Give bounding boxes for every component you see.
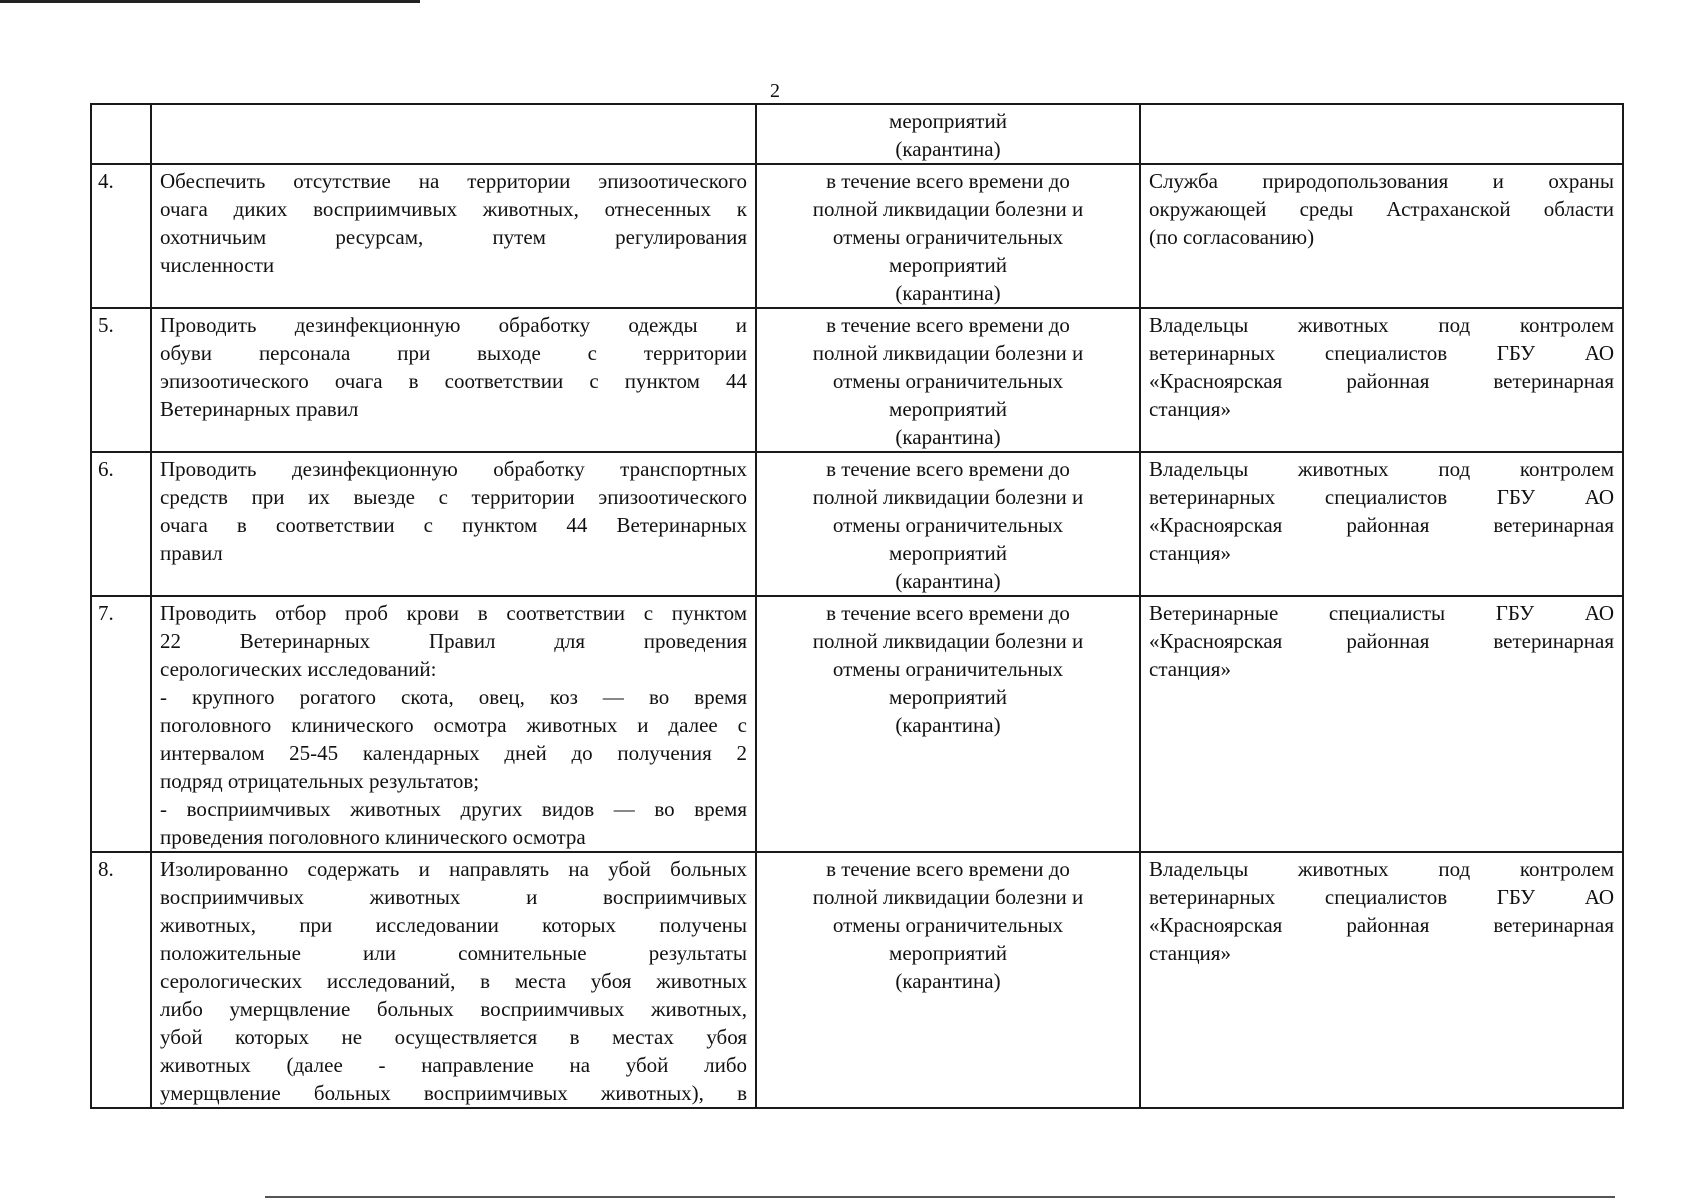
term-line: отмены ограничительных — [832, 369, 1064, 393]
action-cell — [151, 596, 756, 852]
responsible-line: (по согласованию) — [1149, 225, 1315, 249]
action-line: серологических исследований: — [160, 657, 437, 681]
table-row — [91, 596, 1623, 852]
action-line: либо умерщвление больных восприимчивых животных, — [160, 997, 747, 1021]
term-line: в течение всего времени до — [826, 169, 1070, 193]
row-number — [91, 104, 151, 164]
responsible-cell — [1140, 596, 1623, 852]
responsible-cell — [1140, 852, 1623, 1108]
term-cell — [756, 164, 1140, 308]
action-cell — [151, 164, 756, 308]
term-line: отмены ограничительных — [832, 513, 1064, 537]
table-row — [91, 164, 1623, 308]
action-line: Проводить отбор проб крови в соответствии с пунктом — [160, 601, 747, 625]
term-line: полной ликвидации болезни и — [812, 341, 1084, 365]
action-cell — [151, 852, 756, 1108]
responsible-line: «Красноярская районная ветеринарная — [1149, 369, 1614, 393]
responsible-line: Владельцы животных под контролем — [1149, 313, 1614, 337]
term-line: мероприятий — [889, 397, 1007, 421]
row-number: 8. — [91, 852, 151, 1108]
responsible-line: Владельцы животных под контролем — [1149, 457, 1614, 481]
term-cell — [756, 596, 1140, 852]
responsible-line: окружающей среды Астраханской области — [1149, 197, 1614, 221]
term-line: (карантина) — [895, 281, 1001, 305]
action-cell — [151, 452, 756, 596]
responsible-line: «Красноярская районная ветеринарная — [1149, 629, 1614, 653]
responsible-line: «Красноярская районная ветеринарная — [1149, 913, 1614, 937]
term-line: полной ликвидации болезни и — [812, 485, 1084, 509]
term-line: полной ликвидации болезни и — [812, 197, 1084, 221]
term-line: мероприятий — [889, 109, 1007, 133]
action-line: положительные или сомнительные результаты — [160, 941, 747, 965]
term-line: мероприятий — [889, 541, 1007, 565]
scan-artifact-top — [0, 0, 420, 3]
action-line: интервалом 25-45 календарных дней до получения 2 — [160, 741, 747, 765]
responsible-line: Владельцы животных под контролем — [1149, 857, 1614, 881]
action-cell — [151, 104, 756, 164]
term-line: (карантина) — [895, 137, 1001, 161]
responsible-line: Служба природопользования и охраны — [1149, 169, 1614, 193]
responsible-line: «Красноярская районная ветеринарная — [1149, 513, 1614, 537]
action-line: 22 Ветеринарных Правил для проведения — [160, 629, 747, 653]
action-line: очага в соответствии с пунктом 44 Ветеринарных — [160, 513, 747, 537]
term-line: отмены ограничительных — [832, 913, 1064, 937]
term-line: в течение всего времени до — [826, 857, 1070, 881]
responsible-cell — [1140, 104, 1623, 164]
action-line: Проводить дезинфекционную обработку транспортных — [160, 457, 747, 481]
action-line: убой которых не осуществляется в местах убоя — [160, 1025, 747, 1049]
action-line: животных, при исследовании которых получены — [160, 913, 747, 937]
row-number: 6. — [91, 452, 151, 596]
action-line: - восприимчивых животных других видов — во время — [160, 797, 747, 821]
term-line: отмены ограничительных — [832, 657, 1064, 681]
action-line: Ветеринарных правил — [160, 397, 359, 421]
action-line: средств при их выезде с территории эпизоотического — [160, 485, 747, 509]
scan-artifact-bottom — [265, 1196, 1615, 1198]
term-line: мероприятий — [889, 685, 1007, 709]
action-line: Проводить дезинфекционную обработку одежды и — [160, 313, 747, 337]
action-line: численности — [160, 253, 275, 277]
term-line: (карантина) — [895, 569, 1001, 593]
responsible-cell — [1140, 308, 1623, 452]
action-line: животных (далее - направление на убой либо — [160, 1053, 747, 1077]
action-line: охотничьим ресурсам, путем регулирования — [160, 225, 747, 249]
responsible-line: станция» — [1149, 541, 1231, 565]
responsible-line: станция» — [1149, 657, 1231, 681]
action-line: обуви персонала при выходе с территории — [160, 341, 747, 365]
action-line: - крупного рогатого скота, овец, коз — во время — [160, 685, 747, 709]
term-line: мероприятий — [889, 253, 1007, 277]
responsible-line: ветеринарных специалистов ГБУ АО — [1149, 885, 1614, 909]
responsible-line: Ветеринарные специалисты ГБУ АО — [1149, 601, 1614, 625]
page-number: 2 — [770, 80, 780, 102]
responsible-line: ветеринарных специалистов ГБУ АО — [1149, 485, 1614, 509]
term-line: в течение всего времени до — [826, 457, 1070, 481]
term-line: полной ликвидации болезни и — [812, 629, 1084, 653]
term-cell — [756, 104, 1140, 164]
action-line: правил — [160, 541, 223, 565]
term-line: в течение всего времени до — [826, 313, 1070, 337]
term-line: (карантина) — [895, 969, 1001, 993]
action-line: серологических исследований, в места убоя животных — [160, 969, 747, 993]
term-line: отмены ограничительных — [832, 225, 1064, 249]
action-line: Обеспечить отсутствие на территории эпизоотического — [160, 169, 747, 193]
term-cell — [756, 308, 1140, 452]
action-line: поголовного клинического осмотра животных и далее с — [160, 713, 747, 737]
term-line: (карантина) — [895, 713, 1001, 737]
table-row — [91, 104, 1623, 164]
action-line: эпизоотического очага в соответствии с пунктом 44 — [160, 369, 747, 393]
term-cell — [756, 452, 1140, 596]
action-line: очага диких восприимчивых животных, отнесенных к — [160, 197, 747, 221]
action-cell — [151, 308, 756, 452]
measures-table — [90, 103, 1624, 1109]
action-line: умерщвление больных восприимчивых животных), в — [160, 1081, 747, 1105]
row-number: 5. — [91, 308, 151, 452]
term-line: (карантина) — [895, 425, 1001, 449]
responsible-line: ветеринарных специалистов ГБУ АО — [1149, 341, 1614, 365]
action-line: восприимчивых животных и восприимчивых — [160, 885, 747, 909]
term-line: в течение всего времени до — [826, 601, 1070, 625]
responsible-line: станция» — [1149, 941, 1231, 965]
action-line: проведения поголовного клинического осмотра — [160, 825, 586, 849]
responsible-line: станция» — [1149, 397, 1231, 421]
term-line: полной ликвидации болезни и — [812, 885, 1084, 909]
row-number: 7. — [91, 596, 151, 852]
action-line: Изолированно содержать и направлять на убой больных — [160, 857, 747, 881]
row-number: 4. — [91, 164, 151, 308]
responsible-cell — [1140, 164, 1623, 308]
responsible-cell — [1140, 452, 1623, 596]
table-row — [91, 852, 1623, 1108]
table-row — [91, 452, 1623, 596]
action-line: подряд отрицательных результатов; — [160, 769, 480, 793]
table-row — [91, 308, 1623, 452]
term-line: мероприятий — [889, 941, 1007, 965]
term-cell — [756, 852, 1140, 1108]
measures-table-body — [91, 104, 1623, 1108]
